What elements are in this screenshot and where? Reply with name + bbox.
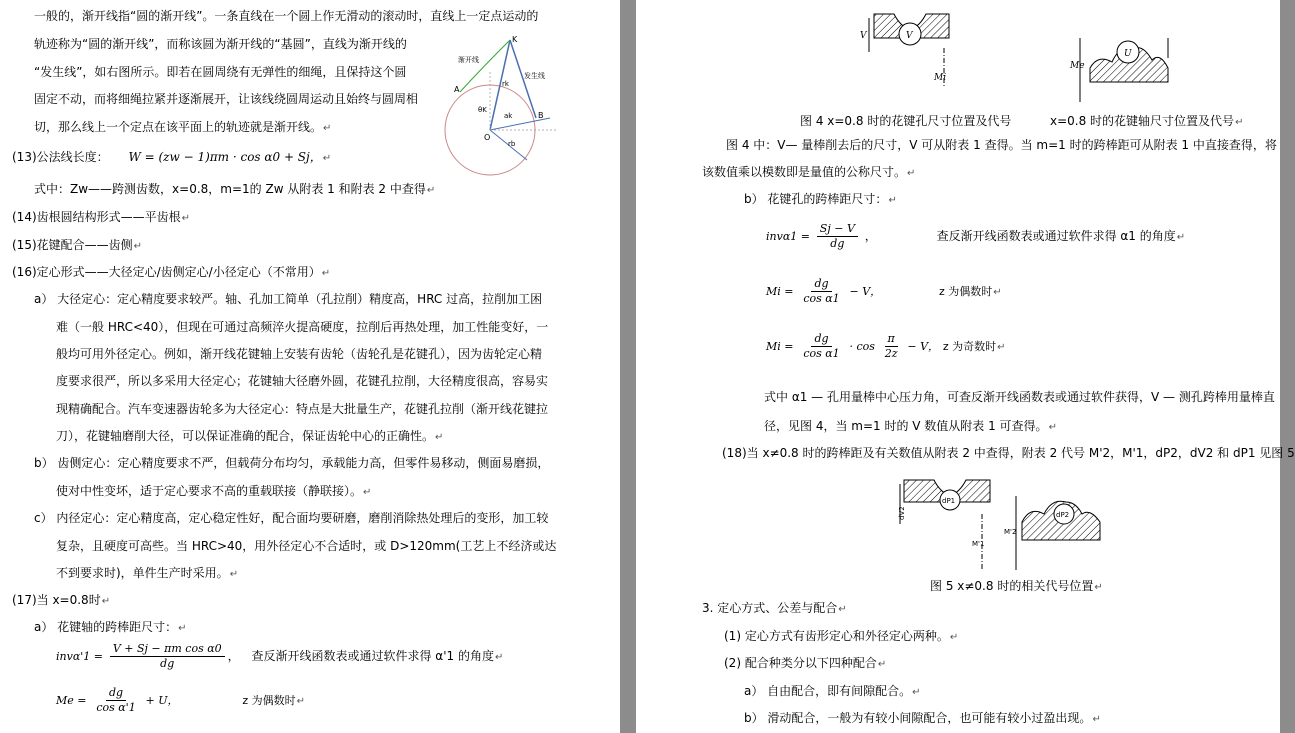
fig4-desc-line-1: 图 4 中：V— 量棒削去后的尺寸，V 可从附表 1 查得。当 m=1 时的跨棒距可从附表 1 中直接查得，将 [726,138,1277,152]
f-desc-line-1: 式中 α1 — 孔用量棒中心压力角，可查反渐开线函数表或通过软件获得，V — 测孔跨棒用量棒直 [764,390,1275,404]
item-14: (14)齿根圆结构形式——平齿根↵ [12,210,191,224]
item-16a-line-5: 现精确配合。汽车变速器齿轮多为大径定心：特点是大批量生产，花键孔拉削（渐开线花键拉 [56,402,549,416]
label-A: A [454,85,460,94]
item-13: (13)公法线长度： W = (zw − 1)πm · cos α0 + Sj，↵ [12,150,332,164]
figure-4-shaft-diagram [1072,28,1182,108]
section-3-item-b: b） 滑动配合，一般为有较小间隙配合，也可能有较小过盈出现。↵ [744,711,1101,725]
intro-line-3: “发生线”，如右图所示。即若在圆周绕有无弹性的细绳，且保持这个圆 [34,65,407,79]
intro-line-2: 轨迹称为“圆的渐开线”，而称该圆为渐开线的“基圆”，直线为渐开线的 [34,37,407,51]
label-rk: rk [502,80,509,88]
intro-line-1: 一般的，渐开线指“圆的渐开线”。一条直线在一个圆上作无滑动的滚动时，直线上一定点运动的 [34,9,539,23]
item-16: (16)定心形式——大径定心/齿侧定心/小径定心（不常用）↵ [12,265,331,279]
fig4-label-V: V [906,31,913,41]
item-13-note: 式中：Zw——跨测齿数，x=0.8，m=1的 Zw 从附表 1 和附表 2 中查得↵ [34,182,436,196]
label-theta: θK [478,106,487,114]
section-3-item-1: (1) 定心方式有齿形定心和外径定心两种。↵ [724,629,959,643]
fig5-label-M1: M'1 [972,540,985,548]
fig5-label-dV2: dV2 [898,506,906,520]
item-15: (15)花键配合——齿侧↵ [12,238,143,252]
label-K: K [512,35,518,44]
item-b: b） 花键孔的跨棒距尺寸：↵ [744,192,897,206]
section-3-item-2: (2) 配合种类分以下四种配合↵ [724,656,887,670]
item-16a-line-4: 度要求很严，所以多采用大径定心；花键轴大径磨外圆，花键孔拉削，大径精度很高，容易实 [56,374,549,388]
fig4-caption-left: 图 4 x=0.8 时的花键孔尺寸位置及代号 [800,114,1012,128]
section-3-item-a: a） 自由配合，即有间隙配合。↵ [744,684,921,698]
intro-line-5: 切，那么线上一个定点在该平面上的轨迹就是渐开线。↵ [34,120,332,134]
formula-Me: Me = $\frac{dg}{\text{cos α'1}}$ + U， z 为偶数时↵ [56,686,306,714]
fig4-label-Me: Me [1070,61,1085,71]
item-16a-line-2: 难（一般 HRC<40），但现在可通过高频淬火提高硬度，拉削后再热处理，加工性能变好，一 [56,320,549,334]
item-16a-line-6: 刀），花键轴磨削大径，可以保证准确的配合，保证齿轮中心的正确性。↵ [56,429,444,443]
item-16b-line-1: b） 齿侧定心：定心精度要求不严，但载荷分布均匀，承载能力高，但零件易移动，侧面易磨损， [34,456,550,470]
label-involute: 渐开线 [458,56,479,64]
document-page-right[interactable] [636,0,1295,733]
fig5-label-M2: M'2 [1004,528,1017,536]
item-18: (18)当 x≠0.8 时的跨棒距及有关数值从附表 2 中查得，附表 2 代号 M'2，M'1，dP2，dV2 和 dP1 见图 5 [722,446,1295,460]
fig4-caption-right: x=0.8 时的花键轴尺寸位置及代号↵ [1050,114,1244,128]
item-16a-line-1: a） 大径定心：定心精度要求较严。轴、孔加工简单（孔拉削）精度高，HRC 过高，拉削加工困 [34,292,543,306]
f-desc-line-2: 径，见图 4，当 m=1 时的 V 数值从附表 1 可查得。↵ [764,419,1057,433]
item-16a-line-3: 般均可用外径定心。例如，渐开线花键轴上安装有齿轮（齿轮孔是花键孔），因为齿轮定心精 [56,347,543,361]
formula-f1: invα1 = $\frac{Sj - V}{dg}$ ， 查反渐开线函数表或通过软件求得 α1 的角度↵ [766,222,1186,250]
label-rb: rb [508,140,516,148]
intro-line-4: 固定不动，而将细绳拉紧并逐渐展开，让该线绕圆周运动且始终与圆周相 [34,92,419,106]
formula-f3: Mi = $\frac{dg}{\text{cos α1}}$ · cos $\frac{\pi}{2z}$ − V， z 为奇数时↵ [766,332,1006,360]
fig4-label-Mi: Mi [934,73,947,83]
item-17: (17)当 x=0.8时↵ [12,593,111,607]
formula-inv-alpha-1: invα'1 = $\frac{\text{V + Sj − πm cos α0}}{dg}$ ， 查反渐开线函数表或通过软件求得 α'1 的角度↵ [56,642,504,670]
label-ak: ak [504,112,513,120]
section-3-heading: 3. 定心方式、公差与配合↵ [702,601,847,615]
item-16c-line-1: c） 内径定心：定心精度高，定心稳定性好，配合面均要研磨，磨削消除热处理后的变形，加工较 [34,511,549,525]
formula-f2: Mi = $\frac{dg}{\text{cos α1}}$ − V， z 为偶数时↵ [766,277,1002,305]
item-16b-line-2: 使对中性变坏，适于定心要求不高的重载联接（静联接）。↵ [56,484,372,498]
involute-figure [432,30,562,180]
item-16c-line-3: 不到要求时)，单件生产时采用。↵ [56,566,239,580]
label-B: B [538,111,544,120]
fig5-caption: 图 5 x≠0.8 时的相关代号位置↵ [930,579,1103,593]
fig4-desc-line-2: 该数值乘以模数即是量值的公称尺寸。↵ [702,165,916,179]
fig4-label-U: U [1124,49,1132,59]
label-generating: 发生线 [524,72,545,80]
label-O: O [484,133,491,142]
document-page-left[interactable] [0,0,620,733]
figure-4-hole-diagram [854,8,964,88]
fig5-label-dP1: dP1 [942,497,956,505]
item-16c-line-2: 复杂，且硬度可高些。当 HRC>40，用外径定心不合适时，或 D>120mm(工艺上不经济或达 [56,539,557,553]
fig4-label-V-side: V [860,31,867,41]
fig5-label-dP2: dP2 [1056,511,1070,519]
figure-5-diagram [894,474,1114,574]
item-17a: a） 花键轴的跨棒距尺寸：↵ [34,620,187,634]
